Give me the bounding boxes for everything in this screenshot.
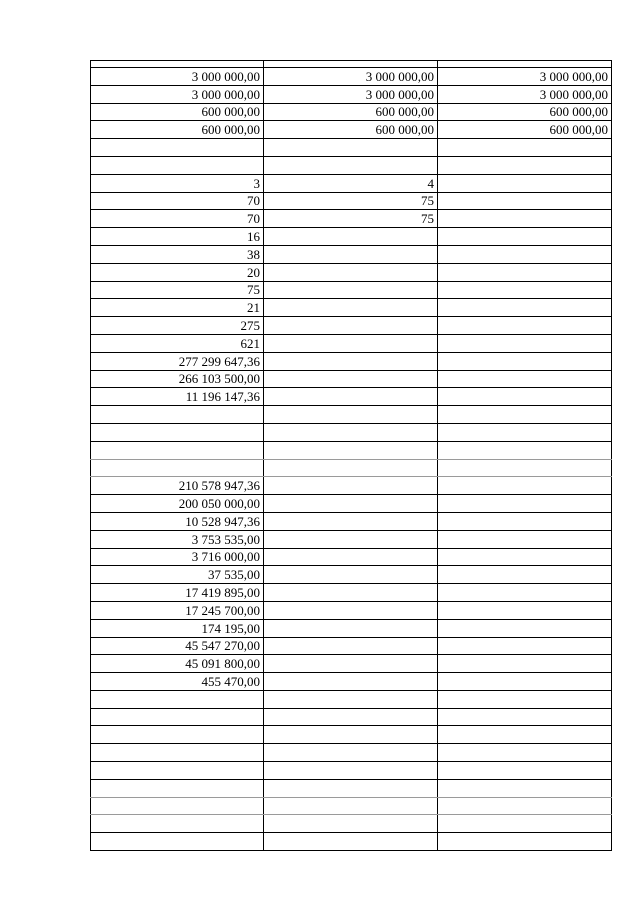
table-row — [91, 637, 612, 655]
table-row — [91, 388, 612, 406]
table-cell: 3 000 000,00 — [91, 68, 264, 86]
table-row — [91, 797, 612, 815]
table-cell — [438, 708, 612, 726]
table-row — [91, 833, 612, 851]
table-cell — [264, 156, 438, 174]
spreadsheet-page — [90, 60, 611, 851]
table-row — [91, 61, 612, 68]
table-cell: 45 547 270,00 — [91, 637, 264, 655]
table-cell: 600 000,00 — [264, 121, 438, 139]
table-cell — [264, 299, 438, 317]
table-cell — [264, 726, 438, 744]
table-cell: 600 000,00 — [91, 121, 264, 139]
table-cell: 3 753 535,00 — [91, 530, 264, 548]
table-cell — [264, 655, 438, 673]
table-cell: 3 000 000,00 — [264, 68, 438, 86]
table-cell: 16 — [91, 228, 264, 246]
table-cell: 200 050 000,00 — [91, 495, 264, 513]
table-cell — [264, 334, 438, 352]
table-cell — [438, 566, 612, 584]
table-cell — [264, 690, 438, 708]
table-cell — [438, 690, 612, 708]
table-cell — [264, 530, 438, 548]
table-cell: 600 000,00 — [91, 103, 264, 121]
table-cell: 600 000,00 — [438, 103, 612, 121]
table-cell — [438, 334, 612, 352]
table-cell — [264, 797, 438, 815]
table-cell: 37 535,00 — [91, 566, 264, 584]
table-cell — [264, 495, 438, 513]
table-cell: 3 — [91, 174, 264, 192]
table-cell — [264, 512, 438, 530]
table-cell — [91, 139, 264, 157]
table-cell: 275 — [91, 317, 264, 335]
table-cell: 70 — [91, 210, 264, 228]
table-row — [91, 103, 612, 121]
table-cell — [438, 263, 612, 281]
table-cell — [91, 156, 264, 174]
table-cell: 17 419 895,00 — [91, 584, 264, 602]
table-cell — [264, 708, 438, 726]
table-row — [91, 512, 612, 530]
table-row — [91, 673, 612, 691]
table-cell — [438, 459, 612, 477]
table-row — [91, 210, 612, 228]
table-cell — [438, 815, 612, 833]
table-row — [91, 192, 612, 210]
table-row — [91, 334, 612, 352]
table-row — [91, 726, 612, 744]
table-row — [91, 139, 612, 157]
table-cell: 174 195,00 — [91, 619, 264, 637]
table-row — [91, 263, 612, 281]
table-cell — [438, 388, 612, 406]
table-cell — [438, 762, 612, 780]
table-row — [91, 406, 612, 424]
table-cell — [264, 61, 438, 68]
table-row — [91, 423, 612, 441]
data-table — [90, 60, 612, 851]
table-cell — [438, 673, 612, 691]
table-cell — [91, 797, 264, 815]
table-cell: 70 — [91, 192, 264, 210]
table-cell — [438, 779, 612, 797]
table-cell: 455 470,00 — [91, 673, 264, 691]
table-cell — [91, 459, 264, 477]
table-cell — [264, 673, 438, 691]
table-cell — [438, 637, 612, 655]
table-cell — [264, 601, 438, 619]
table-cell — [438, 156, 612, 174]
table-cell — [264, 352, 438, 370]
table-row — [91, 352, 612, 370]
table-cell — [438, 281, 612, 299]
table-cell — [91, 690, 264, 708]
table-cell — [264, 548, 438, 566]
table-cell: 3 000 000,00 — [91, 85, 264, 103]
table-cell — [438, 726, 612, 744]
table-row — [91, 566, 612, 584]
table-cell: 75 — [264, 192, 438, 210]
table-cell — [264, 139, 438, 157]
table-cell — [438, 228, 612, 246]
table-cell — [438, 174, 612, 192]
table-cell — [438, 619, 612, 637]
table-cell: 20 — [91, 263, 264, 281]
table-cell: 210 578 947,36 — [91, 477, 264, 495]
table-cell — [438, 370, 612, 388]
table-cell — [438, 495, 612, 513]
table-cell — [264, 388, 438, 406]
table-cell — [438, 299, 612, 317]
table-row — [91, 815, 612, 833]
table-cell — [91, 833, 264, 851]
table-row — [91, 530, 612, 548]
table-row — [91, 281, 612, 299]
table-cell — [264, 477, 438, 495]
table-row — [91, 601, 612, 619]
table-cell — [91, 406, 264, 424]
table-row — [91, 121, 612, 139]
table-cell — [438, 423, 612, 441]
table-cell: 45 091 800,00 — [91, 655, 264, 673]
table-row — [91, 548, 612, 566]
table-cell — [91, 61, 264, 68]
table-cell — [264, 584, 438, 602]
table-cell — [264, 833, 438, 851]
table-cell: 4 — [264, 174, 438, 192]
table-cell: 277 299 647,36 — [91, 352, 264, 370]
table-row — [91, 317, 612, 335]
table-cell — [438, 655, 612, 673]
table-row — [91, 228, 612, 246]
table-row — [91, 584, 612, 602]
table-row — [91, 299, 612, 317]
table-cell: 10 528 947,36 — [91, 512, 264, 530]
table-cell — [264, 566, 438, 584]
table-row — [91, 762, 612, 780]
table-cell — [438, 245, 612, 263]
table-cell — [264, 263, 438, 281]
table-cell: 3 000 000,00 — [438, 68, 612, 86]
table-row — [91, 156, 612, 174]
table-cell — [264, 744, 438, 762]
table-cell — [264, 441, 438, 459]
table-cell — [438, 352, 612, 370]
table-cell: 38 — [91, 245, 264, 263]
table-cell — [438, 210, 612, 228]
table-cell — [438, 139, 612, 157]
table-row — [91, 441, 612, 459]
table-cell — [438, 548, 612, 566]
table-cell — [264, 281, 438, 299]
table-row — [91, 68, 612, 86]
table-row — [91, 85, 612, 103]
table-cell — [438, 601, 612, 619]
table-cell: 600 000,00 — [264, 103, 438, 121]
table-row — [91, 708, 612, 726]
table-cell — [91, 423, 264, 441]
table-cell: 11 196 147,36 — [91, 388, 264, 406]
table-cell — [91, 779, 264, 797]
table-cell — [264, 370, 438, 388]
table-cell — [264, 406, 438, 424]
table-cell — [91, 726, 264, 744]
table-cell — [264, 619, 438, 637]
table-cell — [91, 762, 264, 780]
table-cell — [264, 815, 438, 833]
table-cell — [91, 708, 264, 726]
table-cell — [438, 477, 612, 495]
table-cell — [264, 459, 438, 477]
table-cell: 3 000 000,00 — [438, 85, 612, 103]
table-cell — [438, 797, 612, 815]
table-cell: 266 103 500,00 — [91, 370, 264, 388]
table-row — [91, 779, 612, 797]
table-row — [91, 655, 612, 673]
table-cell — [264, 228, 438, 246]
table-cell — [264, 762, 438, 780]
table-cell: 3 716 000,00 — [91, 548, 264, 566]
table-cell — [264, 779, 438, 797]
table-cell: 600 000,00 — [438, 121, 612, 139]
table-cell — [91, 744, 264, 762]
table-body — [91, 61, 612, 851]
table-cell: 75 — [264, 210, 438, 228]
table-cell — [264, 423, 438, 441]
table-cell — [438, 584, 612, 602]
table-cell: 3 000 000,00 — [264, 85, 438, 103]
table-row — [91, 459, 612, 477]
table-cell — [438, 441, 612, 459]
table-row — [91, 245, 612, 263]
table-cell — [438, 833, 612, 851]
table-cell — [264, 637, 438, 655]
table-cell — [438, 530, 612, 548]
table-cell — [438, 744, 612, 762]
table-row — [91, 370, 612, 388]
table-cell: 75 — [91, 281, 264, 299]
table-row — [91, 690, 612, 708]
table-cell — [438, 317, 612, 335]
table-cell — [91, 441, 264, 459]
table-cell — [438, 512, 612, 530]
table-cell: 21 — [91, 299, 264, 317]
table-cell — [438, 192, 612, 210]
table-cell: 621 — [91, 334, 264, 352]
table-row — [91, 619, 612, 637]
table-cell — [438, 61, 612, 68]
table-cell — [264, 245, 438, 263]
table-row — [91, 495, 612, 513]
table-cell — [438, 406, 612, 424]
table-cell — [91, 815, 264, 833]
table-row — [91, 477, 612, 495]
table-cell: 17 245 700,00 — [91, 601, 264, 619]
table-cell — [264, 317, 438, 335]
table-row — [91, 744, 612, 762]
table-row — [91, 174, 612, 192]
